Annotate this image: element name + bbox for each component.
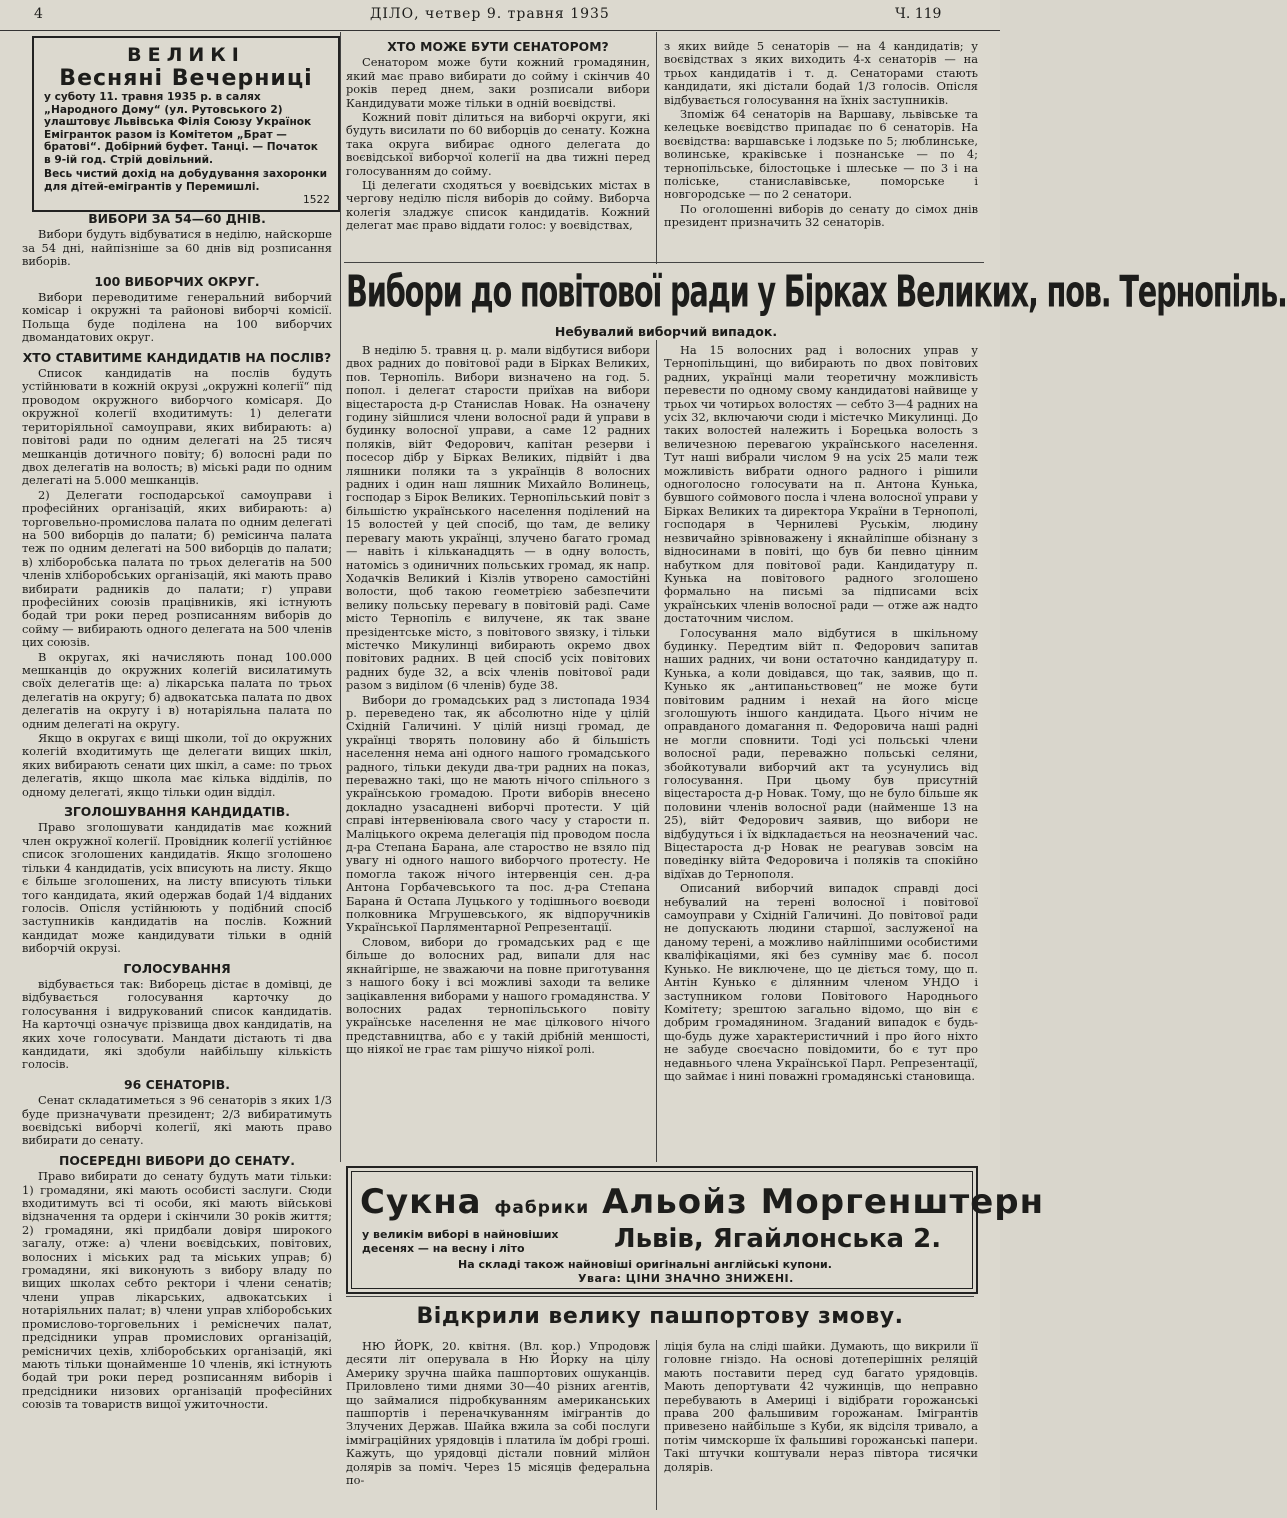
paragraph: Право зголошувати кандидатів має кожний член окружної колегії. Провідник колегії устійнює список зголошених кандидатів. Якщо зголошено тільки 4 кандидатів, усіх вписують на листу. Якщо є більше зголошених, на листу вписують тільки того кандидата, який одержав бодай 1/4 відданих голосів. Опісля устійнюють у подібний спосіб заступників кандидатів на послів. Кожний кандидат може кандидувати тільки в одній виборчій окрузі. <box>22 820 332 956</box>
ad-line3: На складі також найновіші оригінальні англійські купони. <box>458 1258 832 1271</box>
paragraph: НЮ ЙОРК, 20. квітня. (Вл. кор.) Упродовж десяти літ оперувала в Ню Йорку на цілу Америку зручна шайка пашпортових ошуканців. Приловлено тими днями 30—40 різних агентів, що займалися підробкуванням американських пашпортів і переначкуванням імігрантів до Злучених Держав. Шайка вжила за собі послуги імміграційних урядовців і платила їм добрі гроші. Кажуть, що урядовці дістали повний мілйон долярів за поміч. Через 15 місяців федеральна по- <box>346 1339 650 1488</box>
paragraph: Сенатором може бути кожний громадянин, який має право вибирати до сойму і скінчив 40 років перед днем, заки розписали вибори Кандидувати може тільки в одній воєвідстві. <box>346 55 650 110</box>
ad-word-sukna: Сукна <box>360 1182 482 1222</box>
elections-article <box>22 206 332 1506</box>
paragraph: відбувається так: Виборець дістає в домівці, де відбувається голосування карточку до голосування і видрукований список кандидатів. На карточці означує прізвища двох кандидатів, на яких хоче голосувати. Мандати дістають ті два кандидати, які здобули найбільшу кількість голосів. <box>22 976 332 1072</box>
birky-subheadline: Небувалий виборчий випадок. <box>554 324 778 339</box>
birky-article-col1 <box>346 344 650 1152</box>
paragraph: Словом, вибори до громадських рад є ще більше до волосних рад, випали для нас якнайгірше, не зважаючи на повне приготування з нашого боку і всі можливі заходи та велике зацікавлення виборами у нашого громадянства. У волосних радах тернопільського повіту українське населення не має цілкового нічого представництва, або є у такій дрібній меншості, що ніякої не грає там рішучо ніякої ролі. <box>346 934 650 1057</box>
issue-number: Ч. 119 <box>895 6 942 22</box>
page-header <box>0 0 1000 31</box>
birky-article-col2 <box>664 344 978 1152</box>
senator-article <box>346 38 650 262</box>
senator-article-continued <box>664 40 978 262</box>
section-heading: ХТО МОЖЕ БУТИ СЕНАТОРОМ? <box>387 39 609 54</box>
paragraph: Зпоміж 64 сенаторів на Варшаву, львівське та келецьке воєвідство припадає по 6 сенаторів. На воєвідства: варшавське і лодзьке по 5; люблинське, волинське, краківське і познанське — по 4; тернопільське, білостоцьке і шлеське — по 3 і на поліське, станиславівське, поморське і новгородське — по 2 сенатори. <box>664 107 978 202</box>
paragraph: Вибори будуть відбуватися в неділю, найскорше за 54 дні, найпізніше за 60 днів від розписання виборів. <box>22 227 332 269</box>
ad-line4: Увага: ЦІНИ ЗНАЧНО ЗНИЖЕНІ. <box>578 1272 794 1285</box>
ad-word-fabryky: фабрики <box>494 1198 590 1218</box>
paragraph: На 15 волосних рад і волосних управ у Тернопільщині, що вибирають по двох повітових радних, українці мали теоретичну можливість перевести по одному свому кандидатові найвище у трьох чи чотирьох волостях — себто 3—4 радних на усіх 32, включаючи сюди і містечко Микулинці. До таких волостей належить і Борецька волость з величезною перевагою українського населення. Тут наші вибрали числом 9 на усіх 25 мали теж можливість вибрати одного радного і рішили одноголосно голосувати на п. Антона Кунька, бувшого соймового посла і члена волосної управи у Бірках Великих та директора України в Тернополі, господаря в Чернилеві Руськім, людину незвичайно зрівноважену і якнайліпше обізнану з відносинами в повіті, що був би певно цінним набутком для повітової ради. Кандидатуру п. Кунька на повітового радного зголошено формально на письмі за підписами всіх українських членів волосної ради — отже аж надто достаточним числом. <box>664 343 978 626</box>
page-number: 4 <box>34 6 43 22</box>
paragraph: Список кандидатів на послів будуть устійнювати в кожній окрузі „окружні колегії“ під проводом окружного виборчого комісаря. До окружної колегії входитимуть: 1) делегати територіяльної самоуправи, яких вибирають: а) повітові ради по одним делегаті на 25 тисяч мешканців дотичного повіту; б) волосні ради по двох делегатів на волость; в) міські ради по одним делегаті на 5.000 мешканців. <box>22 366 332 488</box>
paragraph: В округах, які начисляють понад 100.000 мешканців до окружних колегій висилатимуть своїх делегатів ще: а) лікарська палата по трьох делегатів на округу; б) адвокатська палата по двох делегатів на округу і в) нотаріяльна палата по одним делегаті на округу. <box>22 649 332 731</box>
paragraph: Вибори переводитиме генеральний виборчий комісар і окружні та районові виборчі комісії. Польща буде поділена на 100 виборчих двомандатових округ. <box>22 290 332 345</box>
section-heading: ХТО СТАВИТИМЕ КАНДИДАТІВ НА ПОСЛІВ? <box>22 349 332 365</box>
ad-title-line2: Весняні Вечерниці <box>59 66 313 91</box>
evening-event-ad <box>32 36 340 212</box>
ad-address: Львів, Ягайлонська 2. <box>614 1224 942 1254</box>
ad-headline <box>360 1182 1044 1222</box>
cloth-factory-ad <box>346 1166 1045 1294</box>
ad-code: 1522 <box>303 193 330 206</box>
paragraph: 2) Делегати господарської самоуправи і професійних організацій, яких вибирають: а) торговельно-промислова палата по одним делегаті на 500 виборців до палати; б) ремісинча палата теж по одним делегаті на 500 виборців до палати; в) хліборобська палата по трьох делегатів на 500 членів хліборобських організацій, які мають право вибирати радників до палати; г) управи професійних союзів працівників, які істнують бодай три роки перед розписанням виборів до сойму — вибирають одного делегата на 500 членів цих союзів. <box>22 487 332 650</box>
ad-footer: Весь чистий дохід на добудування захоронки для дітей-емігрантів у Перемишлі. <box>44 168 328 193</box>
paper-masthead: ДІЛО, четвер 9. травня 1935 <box>370 6 610 22</box>
paragraph: По оголошенні виборів до сенату до сімох днів президент призначить 32 сенаторів. <box>664 201 978 230</box>
birky-headline: Вибори до повітової ради у Бірках Великих, пов. Тернопіль. <box>346 266 1287 318</box>
section-heading: ВИБОРИ ЗА 54—60 ДНІВ. <box>88 211 266 226</box>
column-divider <box>656 340 657 1162</box>
paragraph: ліція була на сліді шайки. Думають, що викрили її головне гніздо. На основі дотеперішніх реляцій мають поставити перед суд багато урядовців. Мають депортувати 42 чужинців, що неправно перебувають в Америці і відібрати горожанські права 200 фальшивим горожанам. Імігрантів привезено найбільше з Куби, як відсіля тривало, а потім чимскорше їх фальшиві горожанські папери. Такі штучки коштували нераз півтора тисячки долярів. <box>664 1339 978 1474</box>
ad-title-line1: ВЕЛИКІ <box>127 44 245 66</box>
paragraph: Сенат складатиметься з 96 сенаторів з яких 1/3 буде призначувати президент; 2/3 вибиратимуть воєвідські виборчі колегії, які мають право вибирати до сенату. <box>22 1093 332 1148</box>
ad-company-name: Альойз Моргенштерн <box>602 1182 1045 1222</box>
passport-article-col1 <box>346 1340 650 1512</box>
column-divider <box>656 32 657 264</box>
paragraph: Описаний виборчий випадок справді досі небувалий на терені волосної і повітової самоуправи у Східній Галичині. До повітової ради не допускають людини старшої, заслуженої на даному терені, а можливо найліпшими особистими кваліфікаціями, які без сумніву має б. посол Кунько. Не виключене, що це діється тому, що п. Антін Кунько є ділянним членом УНДО і заступником голови Повітового Народнього Комітету; зрештою загально відомо, що він є добрим громадянином. Згаданий випадок є будь-що-будь дуже характеристичний і про його ніхто не забуде своєчасно повідомити, бо є тут про недавнього члена Української Парл. Репрезентації, що займає і нині поважні громадянські становища. <box>664 881 978 1083</box>
ad-line1: у великім виборі в найновіших <box>362 1228 559 1241</box>
ad-body: у суботу 11. травня 1935 р. в салях „Народного Дому“ (ул. Рутовського 2) улаштовує Львівська Філія Союзу Українок Емігранток разом із Комітетом „Брат — братові“. Добірний буфет. Танці. — Початок в 9-ій год. Стрій довільний. <box>44 91 318 166</box>
paragraph: Якщо в округах є вищі школи, тої до окружних колегій входитимуть ще делегати вищих шкіл, яких вибирають сенати цих шкіл, а саме: по трьох делегатів, якщо школа має кілька відділів, по одному делегаті, якщо тільки один відділ. <box>22 731 332 799</box>
paragraph: Право вибирати до сенату будуть мати тільки: 1) громадяни, які мають особисті заслуги. Сюди входитимуть всі ті особи, які мають військові відзначення та ордери і скінчили 30 років життя; 2) громадяни, які придбали довіря широкого загалу, отже: а) члени воєвідських, повітових, волосних і міських рад та міських управ; б) громадяни, які виконують з вибору владу по вищих школах себто ректори і члени сенатів; члени управ лікарських, адвокатських і нотаріяльних палат; в) члени управ хліборобських промислово-торговельних і реміснечих палат, предсідники управ промислових організацій, ремісничих цехів, хліборобських організацій, які мають тільки щонайменше 10 членів, які істнують бодай три роки перед розписанням виборів і предсідники низових організацій професійних союзів та товариств вищої ужиточности. <box>22 1169 332 1412</box>
section-heading: 100 ВИБОРЧИХ ОКРУГ. <box>94 273 260 289</box>
section-heading: ПОСЕРЕДНІ ВИБОРИ ДО СЕНАТУ. <box>58 1152 295 1168</box>
column-divider <box>340 32 341 1162</box>
section-rule <box>346 1296 974 1297</box>
section-rule <box>344 262 984 263</box>
passport-headline: Відкрили велику пашпортову змову. <box>416 1304 904 1329</box>
paragraph: Ці делегати сходяться у воєвідських містах в чергову неділю після виборів до сойму. Виборча колегія зладжує список кандидатів. Кожний делегат має право віддати голос: у воєвідствах, <box>346 178 650 233</box>
passport-article-col2 <box>664 1340 978 1512</box>
ad-line2: десенях — на весну і літо <box>362 1242 525 1255</box>
column-divider <box>656 1340 657 1510</box>
section-heading: 96 СЕНАТОРІВ. <box>124 1076 230 1092</box>
paragraph: Голосування мало відбутися в шкільному будинку. Передтим війт п. Федорович запитав наших радних, чи вони остаточно кандидатуру п. Кунька, а коли довідався, що так, заявив, що п. Кунько як „антипаньствовец“ не може бути повітовим радним і нехай на його місце зголошують іншого кандидата. Цього нічим не оправданого домагання п. Федоровича наші радні не могли сповнити. Тоді усі польські члени волосної ради, переважно польські селяни, збойкотували виборчий акт та усунулись від голосування. При цьому був присутній віцестароста д-р Новак. Тому, що не було більше як половини членів волосної ради (найменше 13 на 25), війт Федорович заявив, що вибори не відбудуться і їх відкладається на неозначений час. Віцестароста д-р Новак не реагував зовсім на поведінку війта Федоровича і поляків та спокійно відїхав до Тернополя. <box>664 625 978 881</box>
paragraph: з яких вийде 5 сенаторів — на 4 кандидатів; у воєвідствах з яких виходить 4-х сенаторів — на трьох кандидатів і т. д. Сенаторами стають кандидати, які дістали бодай 1/3 голосів. Опісля відбувається голосування на їхніх заступників. <box>664 39 978 107</box>
section-heading: ГОЛОСУВАННЯ <box>123 960 231 976</box>
paragraph: В неділю 5. травня ц. р. мали відбутися вибори двох радних до повітової ради в Бірках Великих, пов. Тернопіль. Вибори визначено на год. 5. попол. і делегат старости приїхав на вибори віцестароста д-р Станислав Новак. На означену годину зійшлися члени волосної ради й управи в будинку волосної управи, а саме 12 радних поляків, війт Федорович, капітан резерви і посесор дібр у Бірках Великих, підвійт і два ляшники поляки та з українців 8 волосних радних і один наш ляшник Михайло Волинець, господар з Бірок Великих. Тернопільський повіт з більшістю українського населення поділений на 15 волостей у цей спосіб, що там, де велику перевагу мають українці, злучено багато громад — навіть і кільканадцять — в одну волость, натомісь з одиничних польських громад, як напр. Ходачків Великий і Кізлів утворено самостійні волости, щоб такою геометрією забезпечити велику польську перевагу в повітовій раді. Саме місто Тернопіль є вилучене, як так зване презідентське місто, з повітового звязку, і тільки містечко Микулинці вибирають окремо двох повітових радних. В цей спосіб усіх повітових радних буде 32, а всіх членів повітової ради разом з виділом (6 членів) буде 38. <box>346 343 650 693</box>
section-heading: ЗГОЛОШУВАННЯ КАНДИДАТІВ. <box>64 804 290 820</box>
paragraph: Вибори до громадських рад з листопада 1934 р. переведено так, як абсолютно ніде у цілій Східній Галичині. У цілій низці громад, де українці творять половину або й більшість населення нема ані одного нашого громадського радного, тільки декуди два-три радних на показ, переважно такі, що не мають нічого спільного з українською громадою. Проти виборів внесено докладно узасаднені виборчі протести. У цій справі інтервеніювала свого часу у старости п. Маліцького окрема делегація під проводом посла д-ра Степана Барана, але староство не взяло під увагу ні одного нашого виборчого протесту. Не помогла також нічого інтервенція сен. д-ра Антона Горбачевського та пос. д-ра Степана Барана й Остапа Луцького у тодішнього воєводи полковника Мгрушевського, як відпоручників Української Парляментарної Репрезентації. <box>346 692 650 935</box>
paragraph: Кожний повіт ділиться на виборчі округи, які будуть висилати по 60 виборців до сенату. Кожна така округа вибирає одного делегата до воєвідської виборчої колегії на два тижні перед голосуванням до сойму. <box>346 110 650 178</box>
